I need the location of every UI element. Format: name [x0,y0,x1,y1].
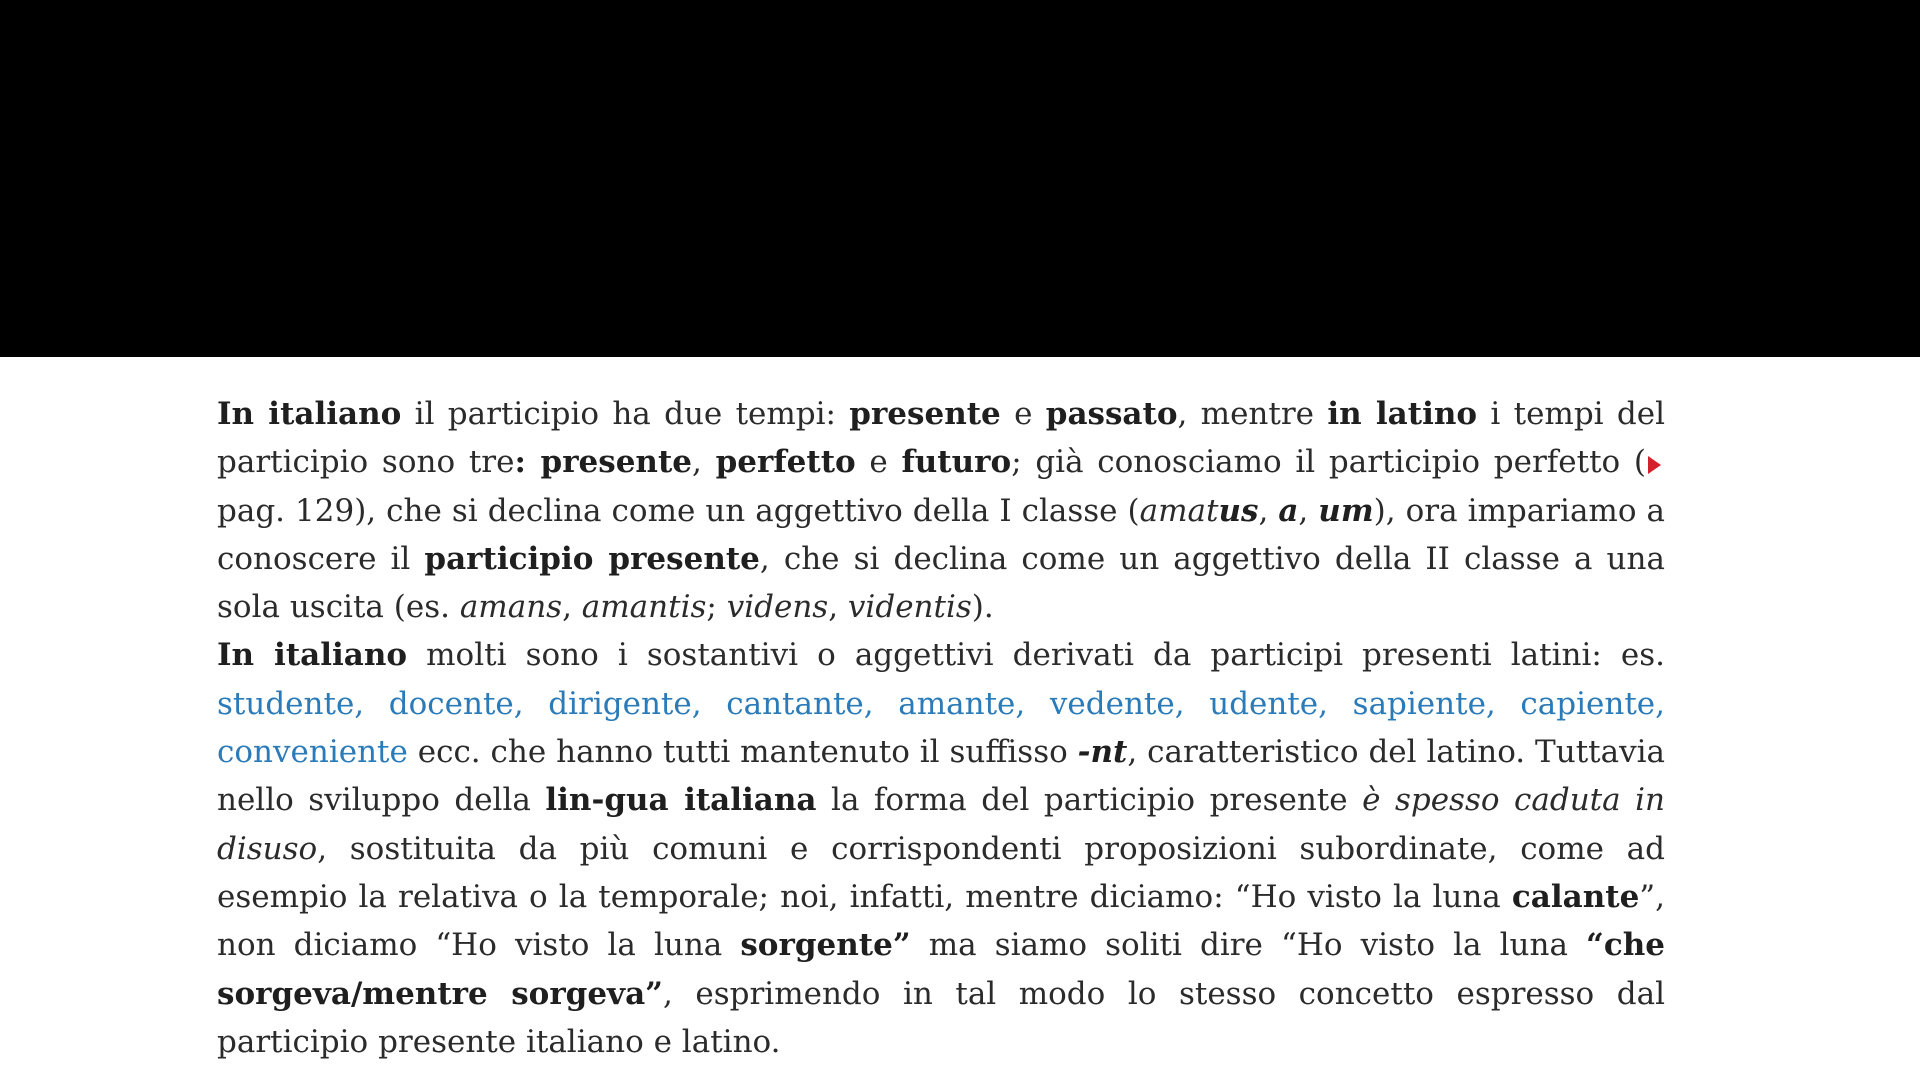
bold-italic-us: us [1218,492,1259,529]
page-reference-text: pag. 129), che si declina come un aggettivo della I classe ( [217,492,1140,529]
text-run: ). [971,589,994,626]
bold-italic-um: um [1318,492,1374,529]
italic-caduta-disuso: è spesso caduta in disuso [217,782,1666,867]
text-run: ), ora impariamo a conoscere il [217,492,1665,577]
bold-calante: calante [1511,878,1640,915]
text-run: , esprimendo in tal modo lo stesso concetto espresso dal participio presente italiano e latino. [217,975,1665,1060]
text-run: la forma del participio presente [816,782,1363,819]
bold-in-italiano-2: In italiano [217,637,408,674]
bold-in-italiano: In italiano [217,396,402,432]
text-run: , mentre [1177,396,1328,432]
text-run: , [562,589,582,626]
bold-che-sorgeva: “che sorgeva/mentre sorgeva” [217,927,1665,1012]
italic-videntis: videntis [847,589,972,626]
bold-presente: presente [849,396,1001,432]
text-run: , [1298,492,1319,529]
text-run: e [855,444,902,481]
italic-amans: amans [459,589,563,626]
text-run: ”, non diciamo “Ho visto la luna [217,878,1665,964]
bold-italic-nt: -nt [1077,734,1128,771]
text-body [217,390,1665,1066]
text-run: , [828,589,848,626]
text-run: ecc. che hanno tutti mantenuto il suffisso [407,734,1078,771]
bold-sorgente: sorgente [740,927,893,964]
bold-participio-presente: participio presente [424,540,760,577]
red-triangle-arrow-icon[interactable] [1648,456,1661,474]
italic-amantis: amantis [581,589,707,626]
text-run: , sostituita da più comuni e corrispondenti proposizioni subordinate, come ad esempio la relativa o la temporale; noi, infatti, mentre diciamo: “Ho visto la luna [217,830,1665,915]
text-run: molti sono i sostantivi o aggettivi derivati da participi presenti latini: es. [407,637,1665,674]
text-run: il participio ha due tempi: [401,396,850,432]
bold-futuro: futuro [901,444,1012,481]
bold-closing-quote: ” [892,927,911,964]
text-run: ma siamo soliti dire “Ho visto la luna [910,927,1587,964]
bold-passato: passato [1045,396,1178,432]
text-run: , [692,444,716,481]
bold-perfetto: perfetto [715,444,856,481]
text-run: i tempi del participio sono tre [217,396,1665,481]
bold-italic-a: a [1278,492,1299,529]
text-run: ; già conosciamo il participio perfetto ( [1011,444,1646,481]
bold-presente-2: : presente [514,444,693,481]
italic-videns: videns [726,589,829,626]
top-black-band [0,0,1920,357]
bold-in-latino: in latino [1327,396,1478,432]
text-run: , che si declina come un aggettivo della II classe a una sola uscita (es. [217,540,1665,626]
text-run: e [1000,396,1046,432]
text-run: , [1258,492,1279,529]
paragraph-derivati-italiano [217,631,1665,1066]
bold-lingua-italiana: lin-gua italiana [545,782,817,819]
blue-examples-list: studente, docente, dirigente, cantante, amante, vedente, udente, sapiente, capiente, conveniente [217,685,1665,771]
text-run: ; [706,589,727,626]
text-run: , caratteristico del latino. Tuttavia nello sviluppo della [217,734,1665,819]
italic-amat: amat [1139,492,1219,529]
paragraph-participio-tempi [217,390,1665,631]
